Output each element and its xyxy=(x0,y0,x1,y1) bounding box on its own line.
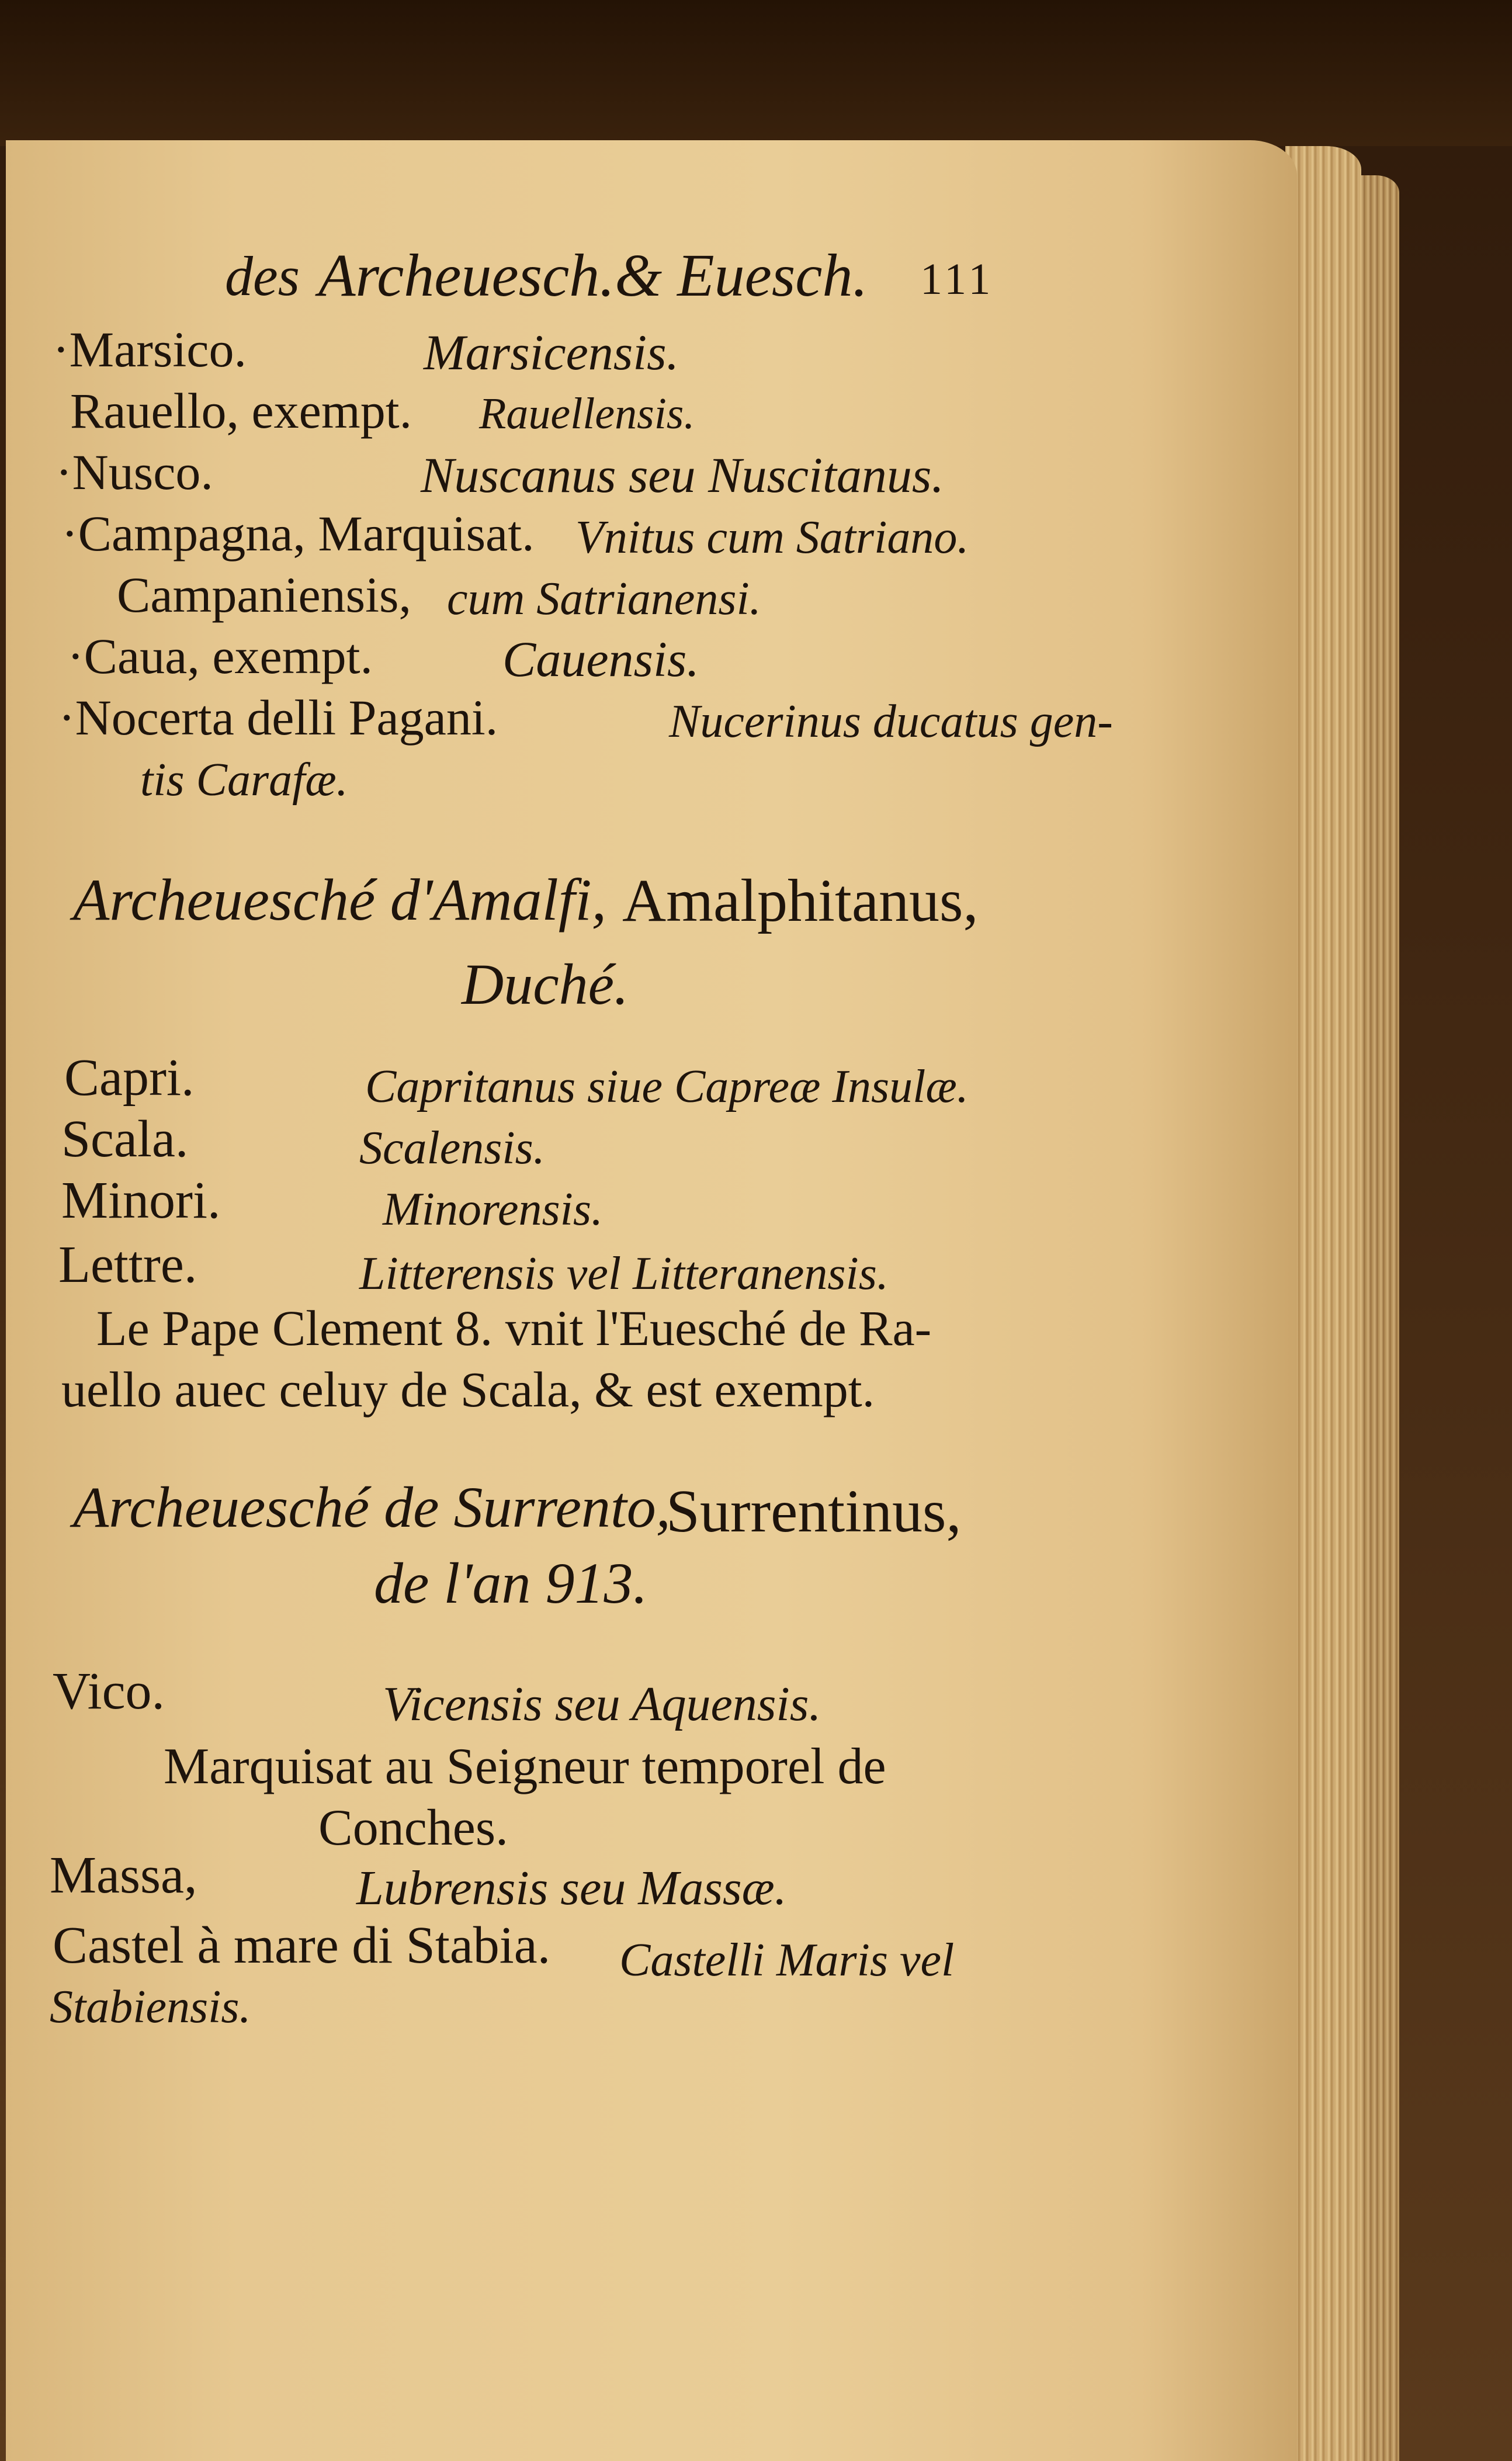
note-line: Conches. xyxy=(318,1800,509,1856)
entry-latin: Nuscanus seu Nuscitanus. xyxy=(421,447,944,503)
entry-latin: Scalensis. xyxy=(359,1122,545,1174)
entry-latin: cum Satrianensi. xyxy=(447,573,761,625)
entry-latin: Lubrensis seu Massæ. xyxy=(356,1861,787,1915)
top-shadow xyxy=(0,0,1512,146)
section-heading-latin: Amalphitanus, xyxy=(622,867,979,934)
entry-name: Campaniensis, xyxy=(117,567,411,623)
entry-latin: Vicensis seu Aquensis. xyxy=(383,1677,821,1731)
entry-latin: Rauellensis. xyxy=(479,389,695,438)
entry-latin: Cauensis. xyxy=(502,631,699,687)
running-head-title: Archeuesch.& Euesch. xyxy=(318,242,868,309)
entry-name: Castel à mare di Stabia. xyxy=(53,1916,551,1974)
entry-name: Rauello, exempt. xyxy=(70,383,412,439)
entry-name: Scala. xyxy=(61,1110,189,1168)
page-number: 111 xyxy=(920,255,994,304)
entry-latin: Capritanus siue Capreæ Insulæ. xyxy=(365,1061,969,1112)
running-head-left: des xyxy=(225,245,300,307)
entry-name: ·Nocerta delli Pagani. xyxy=(58,689,498,746)
section-heading-line2: Duché. xyxy=(462,952,629,1017)
section-heading-latin: Surrentinus, xyxy=(666,1478,962,1545)
entry-latin: tis Carafæ. xyxy=(140,754,348,806)
section-heading: Archeuesché de Surrento, xyxy=(73,1475,671,1540)
entry-name: ·Caua, exempt. xyxy=(67,628,373,684)
entry-name: Minori. xyxy=(61,1171,221,1229)
note-line: Marquisat au Seigneur temporel de xyxy=(164,1738,886,1795)
entry-name: ·Marsico. xyxy=(53,321,247,377)
note-line: Le Pape Clement 8. vnit l'Euesché de Ra- xyxy=(96,1300,932,1356)
entry-latin: Vnitus cum Satriano. xyxy=(575,512,969,563)
entry-latin-line2: Stabiensis. xyxy=(50,1981,251,2033)
note-line: uello auec celuy de Scala, & est exempt. xyxy=(61,1361,875,1417)
entry-latin: Marsicensis. xyxy=(424,324,679,380)
entry-name: ·Nusco. xyxy=(56,444,213,500)
section-heading-line2: de l'an 913. xyxy=(374,1551,648,1616)
section-heading: Archeuesché d'Amalfi, xyxy=(73,867,607,933)
entry-latin: Nucerinus ducatus gen- xyxy=(669,696,1113,747)
entry-latin: Castelli Maris vel xyxy=(619,1935,955,1986)
entry-name: Massa, xyxy=(50,1846,197,1904)
entry-latin: Litterensis vel Litteranensis. xyxy=(359,1248,889,1299)
entry-name: Capri. xyxy=(64,1049,195,1107)
entry-name: Lettre. xyxy=(58,1236,197,1294)
entry-name: ·Campagna, Marquisat. xyxy=(61,505,535,561)
page-edges-back xyxy=(1358,175,1399,2461)
entry-name: Vico. xyxy=(53,1662,165,1720)
entry-latin: Minorensis. xyxy=(383,1184,604,1235)
